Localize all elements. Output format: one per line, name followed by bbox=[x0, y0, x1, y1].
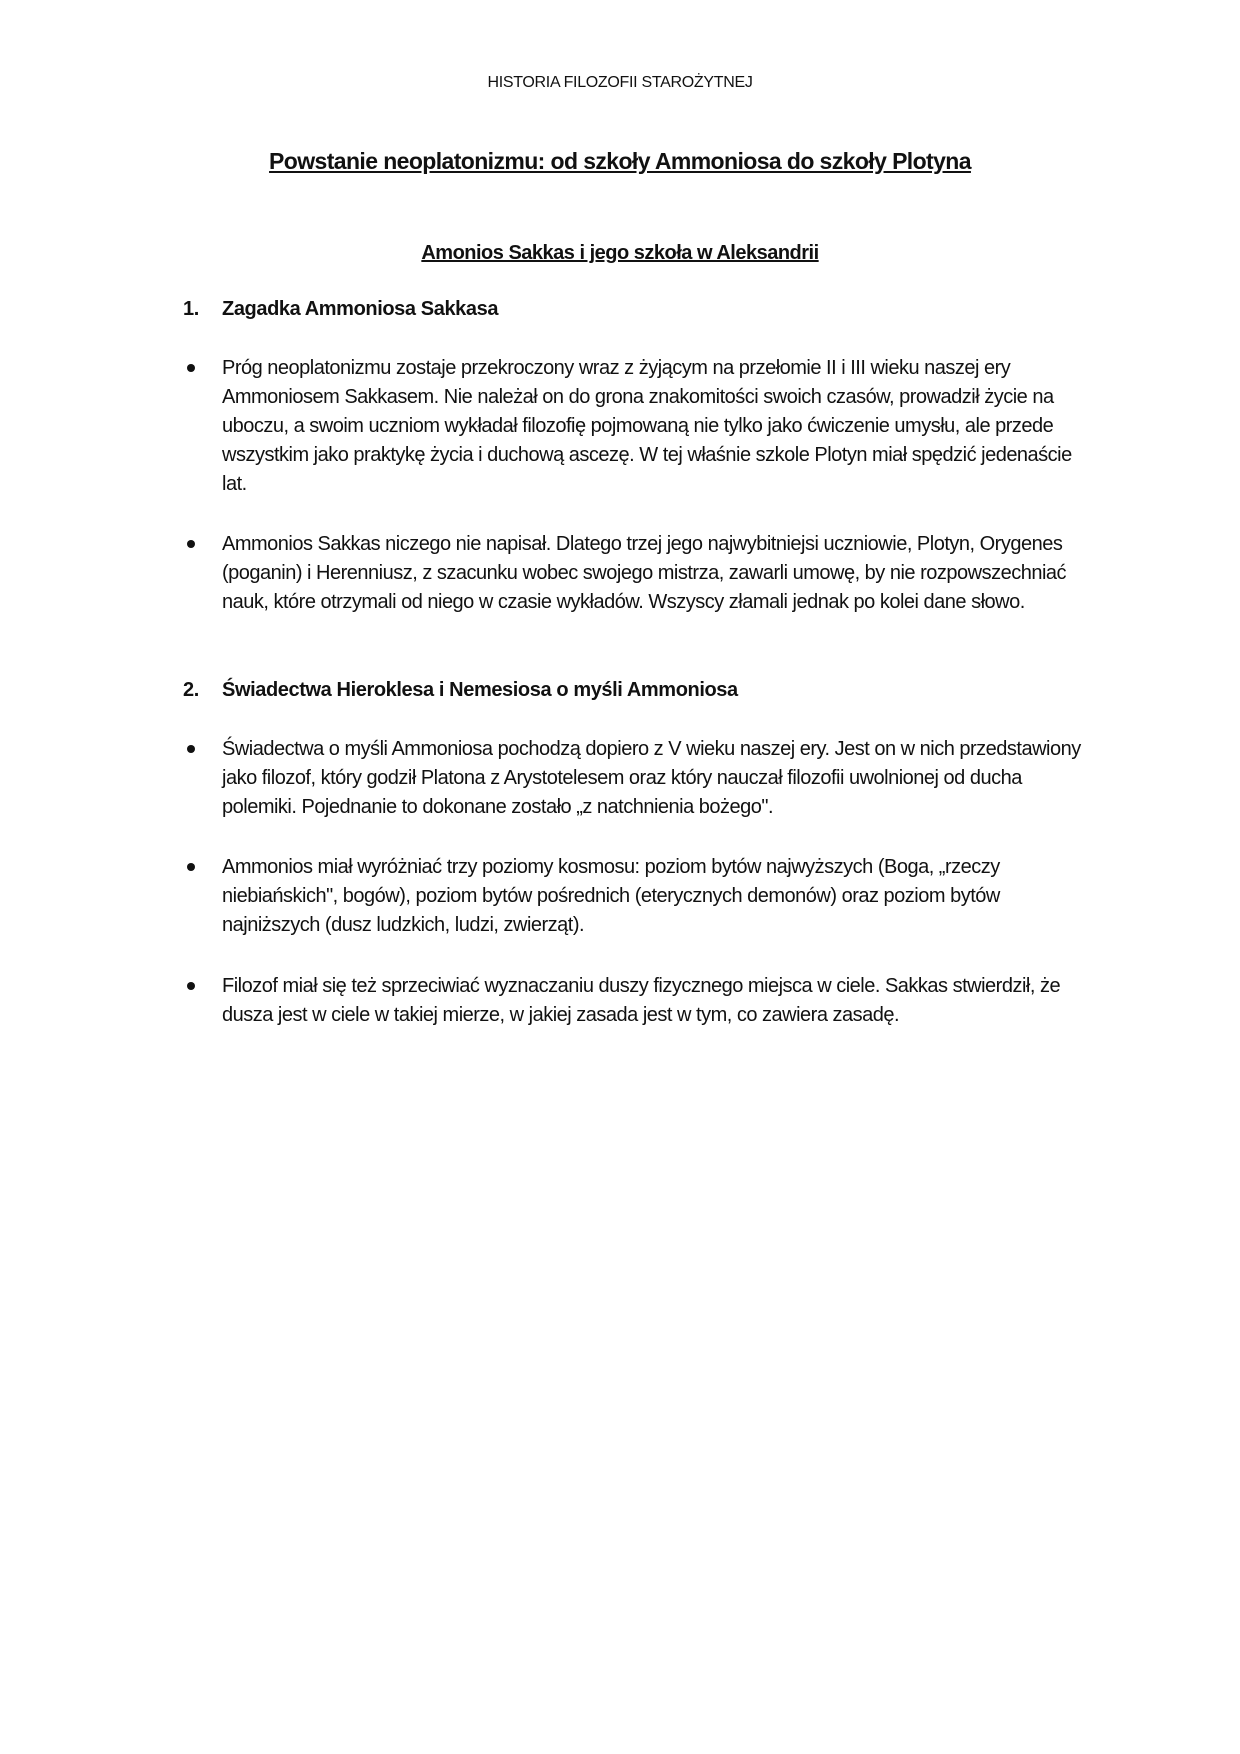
section-heading-1 bbox=[183, 298, 498, 321]
document-subtitle: Amonios Sakkas i jego szkoła w Aleksandrii bbox=[421, 242, 819, 264]
paragraph-text: Próg neoplatonizmu zostaje przekroczony wraz z żyjącym na przełomie II i III wieku naszej ery Ammoniosem Sakkasem. Nie należał on do grona znakomitości swoich czasów, prowadził życie na uboczu, a swoim uczniom wykładał filozofię pojmowaną nie tylko jako ćwiczenie umysłu, ale przede wszystkim jako praktykę życia i duchową ascezę. W tej właśnie szkole Plotyn miał spędzić jedenaście lat. bbox=[222, 357, 1072, 495]
bullet-icon bbox=[187, 540, 195, 548]
bullet-icon bbox=[187, 745, 195, 753]
running-header: HISTORIA FILOZOFII STAROŻYTNEJ bbox=[487, 74, 753, 91]
document-title: Powstanie neoplatonizmu: od szkoły Ammoniosa do szkoły Plotyna bbox=[269, 148, 971, 174]
paragraph-text: Filozof miał się też sprzeciwiać wyznaczaniu duszy fizycznego miejsca w ciele. Sakkas stwierdził, że dusza jest w ciele w takiej mierze, w jakiej zasada jest w tym, co zawiera zasadę. bbox=[222, 975, 1061, 1026]
section-heading-text: Zagadka Ammoniosa Sakkasa bbox=[222, 298, 499, 320]
bullet-icon bbox=[187, 364, 195, 372]
bullet-icon bbox=[187, 863, 195, 871]
paragraph-text: Świadectwa o myśli Ammoniosa pochodzą dopiero z V wieku naszej ery. Jest on w nich przedstawiony jako filozof, który godził Platona z Arystotelesem oraz który nauczał filozofii uwolnionej od ducha polemiki. Pojednanie to dokonane zostało „z natchnienia bożego". bbox=[222, 738, 1081, 818]
paragraph-text: Ammonios miał wyróżniać trzy poziomy kosmosu: poziom bytów najwyższych (Boga, „rzeczy niebiańskich", bogów), poziom bytów pośrednich (eterycznych demonów) oraz poziom bytów najniższych (dusz ludzkich, ludzi, zwierząt). bbox=[222, 856, 1000, 936]
section-number: 1. bbox=[183, 298, 199, 320]
section-heading-text: Świadectwa Hieroklesa i Nemesiosa o myśli Ammoniosa bbox=[222, 679, 738, 701]
section-number: 2. bbox=[183, 679, 199, 701]
bullet-icon bbox=[187, 982, 195, 990]
section-heading-2 bbox=[183, 679, 738, 702]
paragraph-text: Ammonios Sakkas niczego nie napisał. Dlatego trzej jego najwybitniejsi uczniowie, Plotyn, Orygenes (poganin) i Herenniusz, z szacunku wobec swojego mistrza, zawarli umowę, by nie rozpowszechniać nauk, które otrzymali od niego w czasie wykładów. Wszyscy złamali jednak po kolei dane słowo. bbox=[222, 533, 1067, 613]
